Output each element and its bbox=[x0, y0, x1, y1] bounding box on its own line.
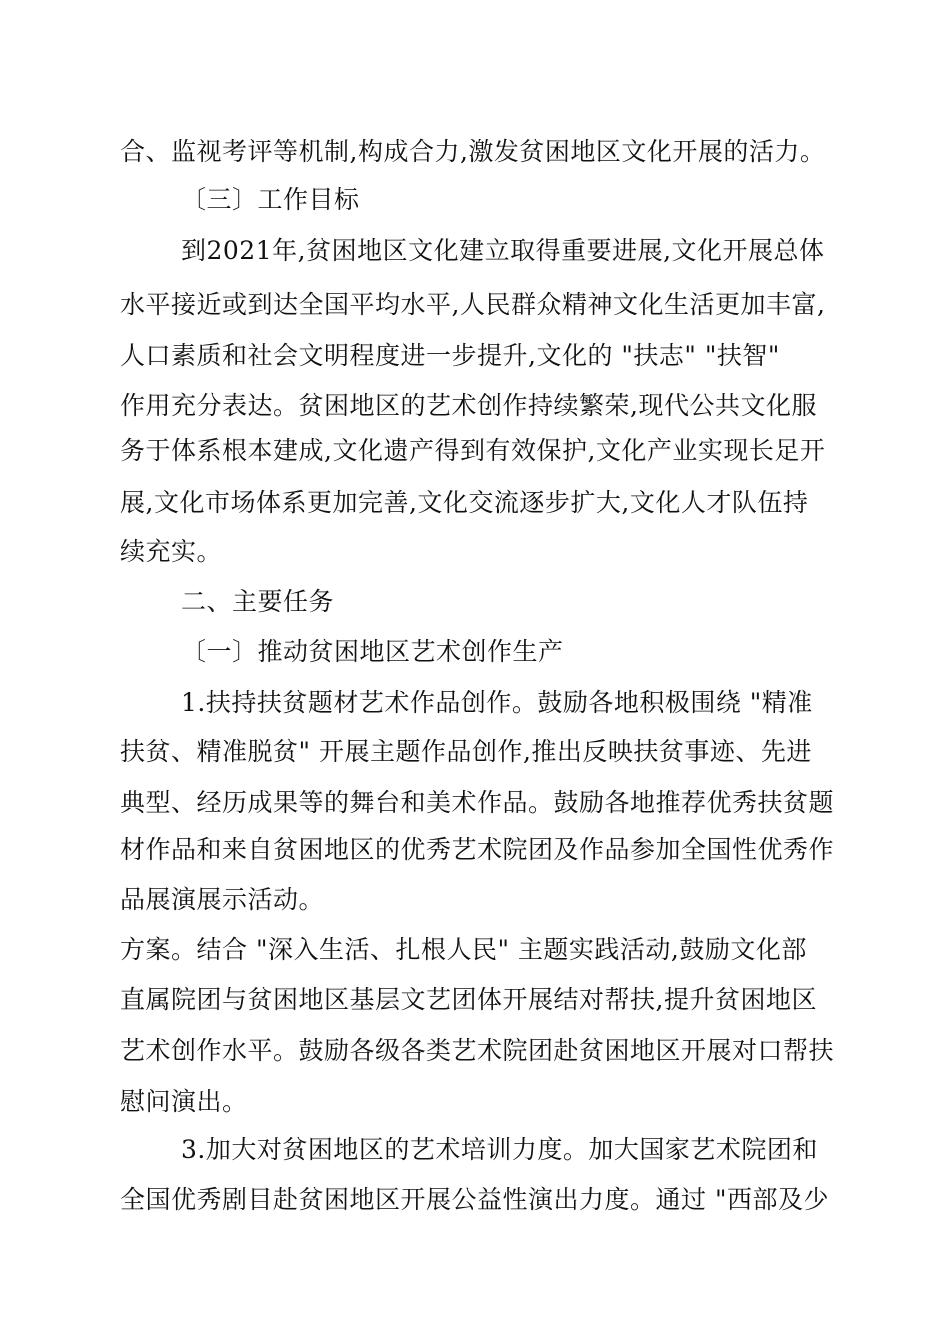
paragraph-line: 作用充分表达。贫困地区的艺术创作持续繁荣,现代公共文化服 bbox=[120, 391, 817, 420]
paragraph-line: 务于体系根本建成,文化遗产得到有效保护,文化产业实现长足开 bbox=[120, 436, 826, 465]
subsection-heading: 〔一〕推动贫困地区艺术创作生产 bbox=[181, 637, 564, 666]
paragraph-line: 典型、经历成果等的舞台和美术作品。鼓励各地推荐优秀扶贫题 bbox=[120, 788, 835, 817]
section-heading: 〔三〕工作目标 bbox=[181, 185, 360, 214]
paragraph-line: 人口素质和社会文明程度进一步提升,文化的 "扶志" "扶智" bbox=[120, 341, 780, 370]
paragraph-line: 3.加大对贫困地区的艺术培训力度。加大国家艺术院团和 bbox=[181, 1135, 818, 1164]
paragraph-line: 慰问演出。 bbox=[120, 1087, 248, 1116]
paragraph-line: 品展演展示活动。 bbox=[120, 885, 325, 914]
paragraph-line: 全国优秀剧目赴贫困地区开展公益性演出力度。通过 "西部及少 bbox=[120, 1185, 829, 1214]
section-heading: 二、主要任务 bbox=[181, 587, 335, 616]
paragraph-line: 水平接近或到达全国平均水平,人民群众精神文化生活更加丰富, bbox=[120, 290, 826, 319]
paragraph-line: 续充实。 bbox=[120, 537, 223, 566]
paragraph-line: 展,文化市场体系更加完善,文化交流逐步扩大,文化人才队伍持 bbox=[120, 488, 809, 517]
paragraph-line: 合、监视考评等机制,构成合力,激发贫困地区文化开展的活力。 bbox=[120, 137, 826, 166]
paragraph-line: 方案。结合 "深入生活、扎根人民" 主题实践活动,鼓励文化部 bbox=[120, 935, 807, 964]
paragraph-line: 扶贫、精准脱贫" 开展主题作品创作,推出反映扶贫事迹、先进 bbox=[120, 737, 812, 766]
paragraph-line: 直属院团与贫困地区基层文艺团体开展结对帮扶,提升贫困地区 bbox=[120, 985, 817, 1014]
paragraph-line: 材作品和来自贫困地区的优秀艺术院团及作品参加全国性优秀作 bbox=[120, 835, 835, 864]
paragraph-line: 到2021年,贫困地区文化建立取得重要进展,文化开展总体 bbox=[181, 236, 825, 265]
paragraph-line: 1.扶持扶贫题材艺术作品创作。鼓励各地积极围绕 "精准 bbox=[181, 688, 813, 717]
paragraph-line: 艺术创作水平。鼓励各级各类艺术院团赴贫困地区开展对口帮扶 bbox=[120, 1036, 835, 1065]
